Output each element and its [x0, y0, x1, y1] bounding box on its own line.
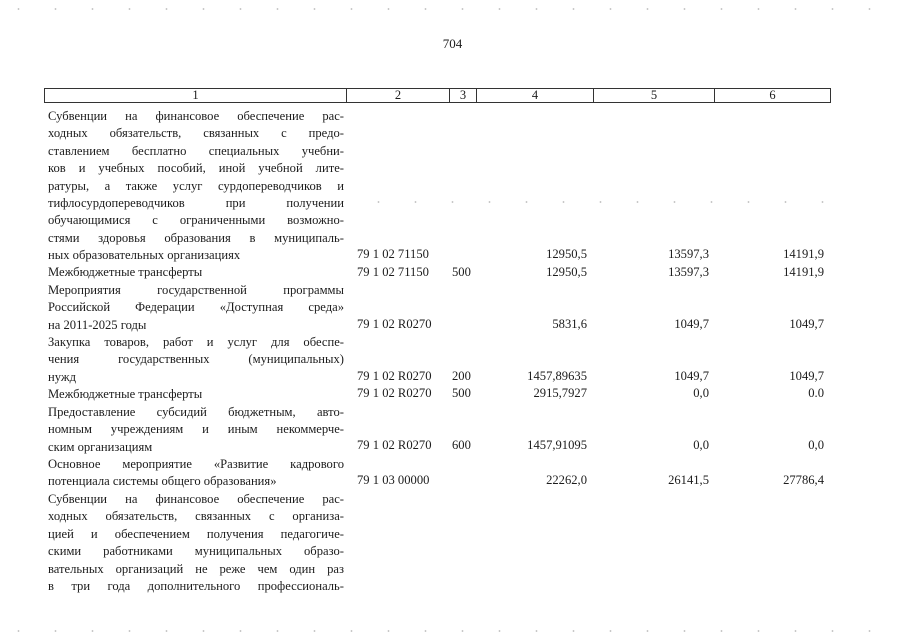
description-line: тифлосурдопереводчиков при получении	[48, 196, 344, 211]
description-line: Мероприятия государственной программы	[48, 283, 344, 297]
cell-value-6: 27786,4	[783, 473, 824, 487]
table-row	[0, 437, 905, 454]
description-line: номным учреждениям и иным некоммерче-	[48, 422, 344, 437]
table-row	[0, 264, 905, 281]
table-row	[0, 368, 905, 385]
cell-value-4: 2915,7927	[533, 386, 587, 400]
header-col-4: 4	[477, 89, 594, 102]
description-line: ков и учебных пособий, иной учебной лите-	[48, 161, 344, 176]
scan-noise	[0, 7, 905, 11]
cell-value-6: 0,0	[808, 438, 824, 452]
page-number: 704	[442, 36, 463, 51]
cell-value-5: 1049,7	[674, 369, 709, 383]
cell-value-4: 5831,6	[552, 317, 587, 331]
cell-col3: 500	[452, 386, 471, 400]
description-line: стями здоровья образования в муниципаль-	[48, 230, 344, 245]
cell-code: 79 1 02 R0270	[357, 369, 432, 383]
cell-value-4: 1457,89635	[527, 369, 587, 383]
cell-value-5: 13597,3	[668, 265, 709, 279]
cell-value-5: 1049,7	[674, 317, 709, 331]
scan-noise	[0, 629, 905, 633]
table-row	[0, 316, 905, 333]
description-line: Основное мероприятие «Развитие кадрового	[48, 457, 344, 471]
description-line: вательных организаций не реже чем один раз	[48, 561, 344, 576]
cell-code: 79 1 02 R0270	[357, 317, 432, 331]
description-line: Межбюджетные трансферты	[48, 265, 203, 279]
description-line: Российской Федерации «Доступная среда»	[48, 300, 344, 315]
description-line: чения государственных (муниципальных)	[48, 352, 344, 367]
description-line: ским организациям	[48, 439, 153, 454]
description-line: ратуры, а также услуг сурдопереводчиков и	[48, 178, 344, 193]
description-line: Межбюджетные трансферты	[48, 387, 203, 401]
cell-code: 79 1 02 71150	[357, 265, 429, 279]
description-line: в три года дополнительного профессиональ-	[48, 579, 344, 594]
table-row-description	[48, 491, 344, 595]
cell-value-5: 0,0	[693, 438, 709, 452]
cell-code: 79 1 02 R0270	[357, 438, 432, 452]
scan-noise	[360, 200, 840, 204]
cell-value-5: 0,0	[693, 386, 709, 400]
description-line: ставлением бесплатно специальных учебни-	[48, 143, 344, 158]
header-col-3: 3	[450, 89, 477, 102]
header-col-6: 6	[769, 88, 776, 102]
cell-value-4: 12950,5	[546, 265, 587, 279]
cell-value-6: 14191,9	[783, 247, 824, 261]
cell-col3: 500	[452, 265, 471, 279]
cell-value-4: 1457,91095	[527, 438, 587, 452]
description-line: обучающимися с ограниченными возможно-	[48, 213, 344, 228]
description-line: Субвенции на финансовое обеспечение рас-	[48, 109, 344, 123]
description-line: ных образовательных организациях	[48, 248, 241, 263]
cell-value-6: 1049,7	[789, 369, 824, 383]
description-line: ходных обязательств, связанных с организа-	[48, 509, 344, 524]
table-header	[44, 88, 831, 103]
description-line: потенциала системы общего образования»	[48, 474, 277, 489]
cell-value-5: 26141,5	[668, 473, 709, 487]
description-line: Предоставление субсидий бюджетным, авто-	[48, 405, 344, 419]
description-line: цией и обеспечением получения педагогиче-	[48, 526, 344, 541]
header-col-5: 5	[594, 89, 715, 102]
cell-col3: 200	[452, 369, 471, 383]
cell-value-5: 13597,3	[668, 247, 709, 261]
table-row	[0, 246, 905, 263]
description-line: Закупка товаров, работ и услуг для обеспе-	[48, 335, 344, 349]
description-line: нужд	[48, 369, 76, 384]
cell-value-6: 1049,7	[789, 317, 824, 331]
cell-value-4: 22262,0	[546, 473, 587, 487]
cell-code: 79 1 02 71150	[357, 247, 429, 261]
cell-code: 79 1 03 00000	[357, 473, 430, 487]
cell-value-6: 0.0	[808, 386, 824, 400]
header-col-2: 2	[347, 89, 450, 102]
description-line: скими работниками муниципальных образо-	[48, 544, 344, 559]
description-line: на 2011-2025 годы	[48, 317, 147, 332]
table-row-description	[48, 108, 344, 265]
description-line: Субвенции на финансовое обеспечение рас-	[48, 492, 344, 506]
description-line: ходных обязательств, связанных с предо-	[48, 126, 344, 141]
header-col-1: 1	[45, 89, 347, 102]
cell-value-4: 12950,5	[546, 247, 587, 261]
cell-value-6: 14191,9	[783, 265, 824, 279]
table-row	[0, 472, 905, 489]
table-row	[0, 385, 905, 402]
cell-col3: 600	[452, 438, 471, 452]
cell-code: 79 1 02 R0270	[357, 386, 432, 400]
